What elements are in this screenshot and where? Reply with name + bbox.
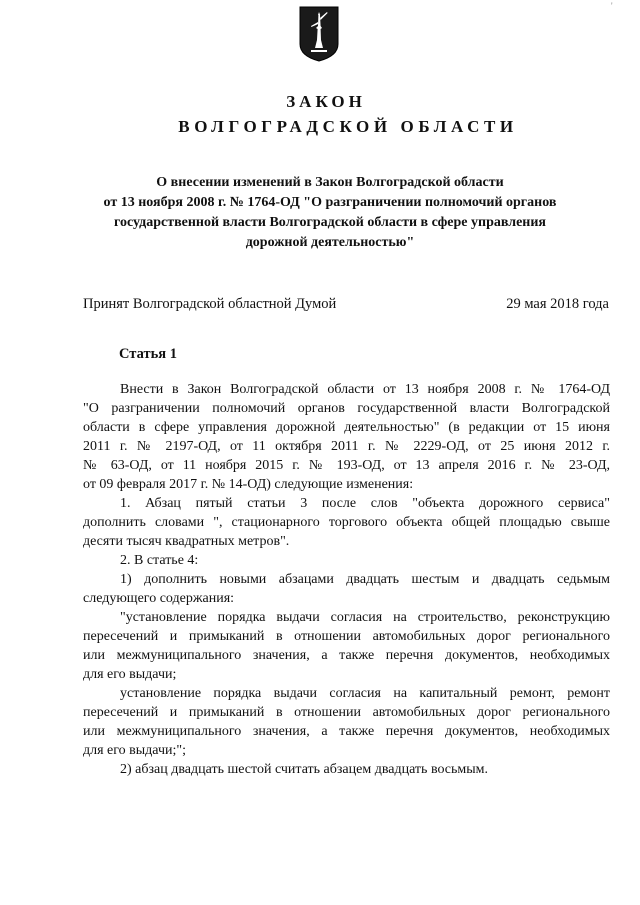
adoption-date: 29 мая 2018 года xyxy=(506,296,609,312)
law-subject-line: дорожной деятельностью" xyxy=(245,235,415,250)
body-line: 2) абзац двадцать шестой считать абзацем двадцать восьмым. xyxy=(120,762,489,777)
corner-mark: ' xyxy=(611,1,613,11)
body-line: для его выдачи;"; xyxy=(83,743,186,758)
body-line: области в сфере управления дорожной деятельностью" (в редакции от 15 июня xyxy=(83,420,610,435)
law-title: ЗАКОН xyxy=(286,92,366,111)
body-line: 1. Абзац пятый статьи 3 после слов "объекта дорожного сервиса" xyxy=(120,496,610,511)
adoption-line xyxy=(83,296,609,313)
law-subject-line: государственной власти Волгоградской области в сфере управления xyxy=(113,215,547,230)
body-line: или межмуниципального значения, а также перечня документов, необходимых xyxy=(83,724,610,739)
body-line: "О разграничении полномочий органов государственной власти Волгоградской xyxy=(83,401,610,416)
body-line: дополнить словами ", стационарного торгового объекта общей площадью свыше xyxy=(83,515,610,530)
region-title: ВОЛГОГРАДСКОЙ ОБЛАСТИ xyxy=(178,117,518,136)
body-line: 2. В статье 4: xyxy=(120,553,199,568)
body-line: для его выдачи; xyxy=(83,667,177,682)
body-line: "установление порядка выдачи согласия на строительство, реконструкцию xyxy=(120,610,610,625)
body-line: Внести в Закон Волгоградской области от 13 ноября 2008 г. № 1764-ОД xyxy=(120,382,610,397)
article-body xyxy=(83,380,610,779)
body-line: пересечений и примыканий в отношении автомобильных дорог регионального xyxy=(83,705,610,720)
body-line: следующего содержания: xyxy=(83,591,235,606)
law-subject xyxy=(60,173,600,253)
body-line: пересечений и примыканий в отношении автомобильных дорог регионального xyxy=(83,629,610,644)
body-line: 2011 г. № 2197-ОД, от 11 октября 2011 г. № 2229-ОД, от 25 июня 2012 г. xyxy=(83,439,610,454)
body-line: № 63-ОД, от 11 ноября 2015 г. № 193-ОД, от 13 апреля 2016 г. № 23-ОД, xyxy=(83,458,610,473)
body-line: установление порядка выдачи согласия на капитальный ремонт, ремонт xyxy=(120,686,610,701)
article-heading: Статья 1 xyxy=(119,346,177,362)
adopted-by: Принят Волгоградской областной Думой xyxy=(83,296,337,312)
law-subject-line: от 13 ноября 2008 г. № 1764-ОД "О разграничении полномочий органов xyxy=(103,195,557,210)
body-line: от 09 февраля 2017 г. № 14-ОД) следующие изменения: xyxy=(83,477,414,492)
law-subject-line: О внесении изменений в Закон Волгоградской области xyxy=(156,175,504,190)
body-line: или межмуниципального значения, а также перечня документов, необходимых xyxy=(83,648,610,663)
body-line: десяти тысяч квадратных метров". xyxy=(83,534,290,549)
body-line: 1) дополнить новыми абзацами двадцать шестым и двадцать седьмым xyxy=(120,572,610,587)
coat-of-arms-emblem xyxy=(299,6,339,62)
